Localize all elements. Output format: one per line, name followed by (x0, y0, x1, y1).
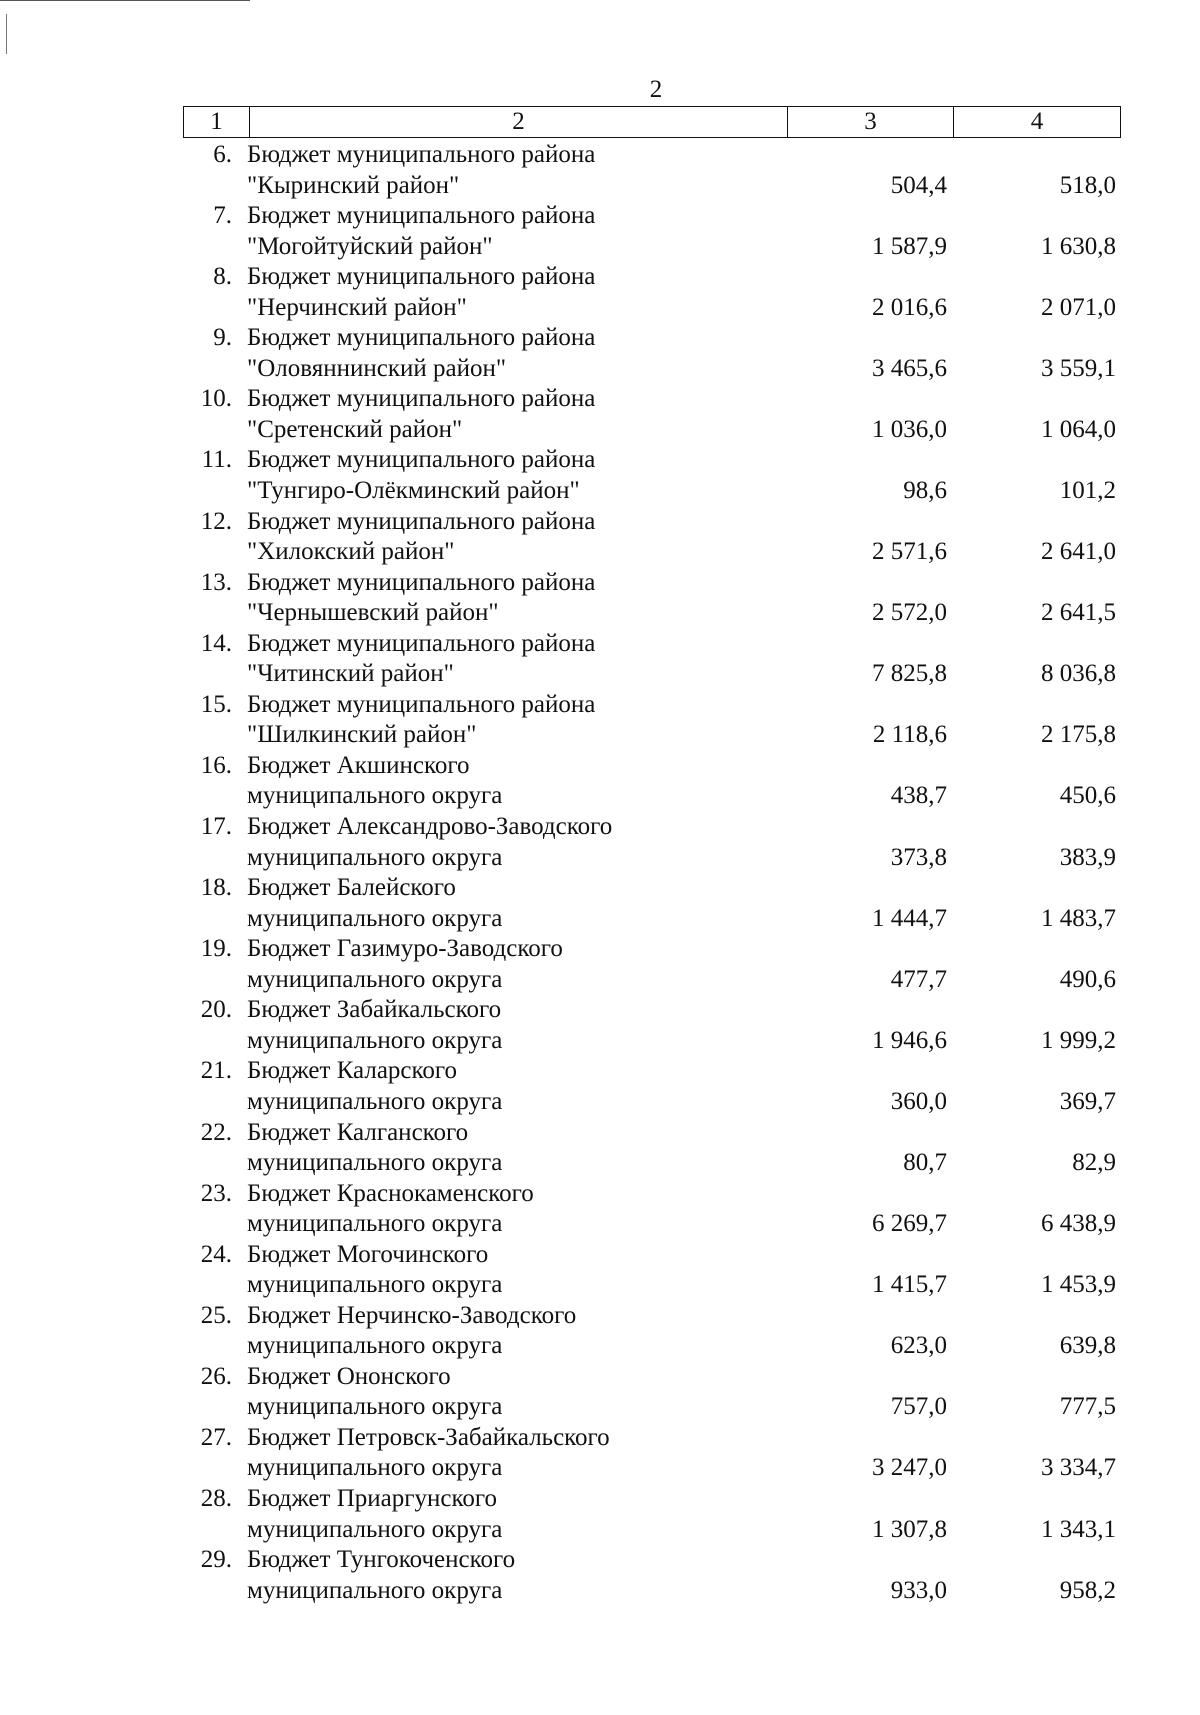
budget-name-line2: "Читинский район" (247, 660, 454, 688)
budget-name (247, 568, 787, 629)
column-header-2: 2 (250, 107, 788, 137)
value-column-3: 933,0 (890, 1576, 947, 1604)
budget-name (247, 507, 787, 568)
table-row (183, 140, 1121, 201)
table-row (183, 1240, 1121, 1301)
row-number: 15. (200, 690, 232, 718)
budget-name-line2: "Нерчинский район" (247, 293, 467, 321)
budget-name (247, 812, 787, 873)
budget-name (247, 384, 787, 445)
table-row (183, 384, 1121, 445)
budget-name (247, 995, 787, 1056)
budget-name-line1: Бюджет муниципального района (247, 202, 596, 230)
budget-name-line2: "Оловяннинский район" (247, 354, 507, 382)
value-column-3: 757,0 (890, 1393, 947, 1421)
budget-name-line1: Бюджет муниципального района (247, 568, 596, 596)
row-number: 27. (200, 1423, 232, 1451)
row-number: 19. (200, 935, 232, 963)
value-column-3: 373,8 (890, 843, 947, 871)
budget-name-line1: Бюджет Газимуро-Заводского (247, 935, 563, 963)
budget-name-line1: Бюджет муниципального района (247, 324, 596, 352)
row-number: 9. (213, 324, 232, 352)
budget-name-line2: "Чернышевский район" (247, 599, 499, 627)
budget-name (247, 1301, 787, 1362)
row-number: 7. (213, 202, 232, 230)
budget-name (247, 262, 787, 323)
row-number: 28. (200, 1485, 232, 1513)
table-row (183, 1545, 1121, 1606)
budget-name (247, 873, 787, 934)
table-row (183, 1118, 1121, 1179)
budget-name-line2: "Сретенский район" (247, 415, 463, 443)
budget-name-line1: Бюджет Петровск-Забайкальского (247, 1423, 610, 1451)
table-row (183, 323, 1121, 384)
budget-name-line2: муниципального округа (247, 1393, 503, 1421)
value-column-4: 450,6 (1059, 782, 1116, 810)
table-row (183, 1056, 1121, 1117)
row-number: 14. (200, 629, 232, 657)
budget-name (247, 1179, 787, 1240)
budget-name (247, 1118, 787, 1179)
budget-name (247, 629, 787, 690)
budget-name-line2: муниципального округа (247, 1454, 503, 1482)
table-row (183, 1423, 1121, 1484)
budget-name (247, 1423, 787, 1484)
table-body (183, 140, 1121, 1606)
value-column-3: 1 587,9 (872, 232, 947, 260)
budget-name-line1: Бюджет Калганского (247, 1118, 469, 1146)
value-column-4: 2 071,0 (1041, 293, 1116, 321)
value-column-4: 777,5 (1059, 1393, 1116, 1421)
budget-name-line1: Бюджет Тунгокоченского (247, 1546, 516, 1574)
budget-name (247, 690, 787, 751)
budget-name-line2: "Тунгиро-Олёкминский район" (247, 476, 580, 504)
row-number: 22. (200, 1118, 232, 1146)
value-column-4: 8 036,8 (1041, 660, 1116, 688)
budget-name-line2: муниципального округа (247, 1271, 503, 1299)
value-column-4: 490,6 (1059, 965, 1116, 993)
column-header-4: 4 (1030, 108, 1044, 135)
value-column-3: 438,7 (890, 782, 947, 810)
table-row (183, 629, 1121, 690)
row-number: 24. (200, 1240, 232, 1268)
row-number: 21. (200, 1057, 232, 1085)
value-column-3: 1 307,8 (872, 1515, 947, 1543)
budget-name-line2: "Шилкинский район" (247, 721, 477, 749)
budget-name-line1: Бюджет муниципального района (247, 507, 596, 535)
budget-name-line1: Бюджет Забайкальского (247, 996, 502, 1024)
value-column-4: 101,2 (1059, 476, 1116, 504)
budget-name-line1: Бюджет Нерчинско-Заводского (247, 1301, 577, 1329)
budget-name (247, 1056, 787, 1117)
table-row (183, 568, 1121, 629)
budget-name-line1: Бюджет муниципального района (247, 385, 596, 413)
value-column-4: 1 064,0 (1041, 415, 1116, 443)
value-column-4: 2 641,0 (1041, 538, 1116, 566)
value-column-3: 504,4 (890, 171, 947, 199)
budget-name (247, 1484, 787, 1545)
budget-name (247, 201, 787, 262)
value-column-4: 639,8 (1059, 1332, 1116, 1360)
value-column-3: 2 572,0 (872, 599, 947, 627)
budget-name-line1: Бюджет Александрово-Заводского (247, 813, 613, 841)
row-number: 23. (200, 1179, 232, 1207)
value-column-3: 360,0 (890, 1087, 947, 1115)
value-column-4: 2 175,8 (1041, 721, 1116, 749)
budget-name (247, 1545, 787, 1606)
value-column-4: 1 630,8 (1041, 232, 1116, 260)
budget-name (247, 934, 787, 995)
value-column-4: 1 999,2 (1041, 1026, 1116, 1054)
budget-name (247, 751, 787, 812)
budget-name-line1: Бюджет Могочинского (247, 1240, 489, 1268)
budget-name-line2: муниципального округа (247, 1087, 503, 1115)
column-header-3: 3 (788, 107, 954, 137)
value-column-4: 6 438,9 (1041, 1210, 1116, 1238)
row-number: 25. (200, 1301, 232, 1329)
row-number: 8. (213, 263, 232, 291)
budget-name-line2: муниципального округа (247, 1332, 503, 1360)
budget-name-line1: Бюджет Акшинского (247, 751, 470, 779)
value-column-3: 7 825,8 (872, 660, 947, 688)
value-column-4: 3 559,1 (1041, 354, 1116, 382)
value-column-4: 518,0 (1059, 171, 1116, 199)
budget-name-line2: муниципального округа (247, 1576, 503, 1604)
row-number: 16. (200, 751, 232, 779)
budget-name (247, 140, 787, 201)
scan-edge-mark (0, 0, 250, 1)
budget-name-line1: Бюджет муниципального района (247, 141, 596, 168)
row-number: 18. (200, 874, 232, 902)
budget-name-line2: муниципального округа (247, 1210, 503, 1238)
budget-name (247, 323, 787, 384)
value-column-3: 477,7 (890, 965, 947, 993)
value-column-4: 958,2 (1059, 1576, 1116, 1604)
value-column-4: 1 343,1 (1041, 1515, 1116, 1543)
budget-name-line1: Бюджет муниципального района (247, 690, 596, 718)
table-row (183, 445, 1121, 506)
table-row (183, 690, 1121, 751)
value-column-3: 2 118,6 (872, 721, 947, 749)
budget-name-line1: Бюджет муниципального района (247, 263, 596, 291)
budget-name-line1: Бюджет Приаргунского (247, 1485, 497, 1513)
row-number: 6. (213, 141, 232, 168)
budget-name-line2: "Хилокский район" (247, 538, 455, 566)
table-row (183, 812, 1121, 873)
row-number: 29. (200, 1546, 232, 1574)
budget-name-line1: Бюджет Ононского (247, 1362, 451, 1390)
value-column-3: 1 415,7 (872, 1271, 947, 1299)
table-row (183, 1301, 1121, 1362)
row-number: 26. (200, 1362, 232, 1390)
value-column-4: 3 334,7 (1041, 1454, 1116, 1482)
budget-name-line2: муниципального округа (247, 1149, 503, 1176)
value-column-3: 3 247,0 (872, 1454, 947, 1482)
table-row (183, 873, 1121, 934)
row-number: 10. (200, 385, 232, 413)
row-number: 12. (200, 507, 232, 535)
budget-name (247, 1362, 787, 1423)
table-row (183, 262, 1121, 323)
value-column-3: 2 016,6 (872, 293, 947, 321)
value-column-3: 1 036,0 (872, 415, 947, 443)
table-row (183, 934, 1121, 995)
budget-name-line2: муниципального округа (247, 904, 503, 932)
row-number: 17. (200, 813, 232, 841)
row-number: 20. (200, 996, 232, 1024)
budget-name-line2: муниципального округа (247, 843, 503, 871)
budget-name-line1: Бюджет муниципального района (247, 629, 596, 657)
value-column-4: 1 483,7 (1041, 904, 1116, 932)
value-column-3: 2 571,6 (872, 538, 947, 566)
budget-name-line1: Бюджет муниципального района (247, 446, 596, 474)
table-row (183, 201, 1121, 262)
value-column-4: 82,9 (1072, 1149, 1116, 1176)
value-column-4: 383,9 (1059, 843, 1116, 871)
table-row (183, 1179, 1121, 1240)
row-number: 13. (200, 568, 232, 596)
budget-name (247, 445, 787, 506)
budget-name-line1: Бюджет Балейского (247, 874, 456, 902)
budget-name-line2: муниципального округа (247, 782, 503, 810)
value-column-3: 1 444,7 (872, 904, 947, 932)
budget-name-line1: Бюджет Краснокаменского (247, 1179, 534, 1207)
page-number: 2 (649, 76, 663, 103)
table-header (183, 106, 1121, 138)
value-column-3: 1 946,6 (872, 1026, 947, 1054)
value-column-3: 623,0 (890, 1332, 947, 1360)
budget-name-line2: "Кыринский район" (247, 171, 460, 199)
value-column-3: 80,7 (903, 1149, 947, 1176)
budget-name-line2: муниципального округа (247, 1515, 503, 1543)
budget-name-line2: муниципального округа (247, 1026, 503, 1054)
budget-name-line2: "Могойтуйский район" (247, 232, 493, 260)
column-header-1: 1 (184, 107, 250, 137)
table-row (183, 1362, 1121, 1423)
table-row (183, 507, 1121, 568)
value-column-4: 2 641,5 (1041, 599, 1116, 627)
table-row (183, 1484, 1121, 1545)
budget-name-line2: муниципального округа (247, 965, 503, 993)
budget-name-line1: Бюджет Каларского (247, 1057, 458, 1085)
value-column-3: 6 269,7 (872, 1210, 947, 1238)
budget-name (247, 1240, 787, 1301)
scan-edge-mark-left (6, 14, 7, 54)
value-column-4: 1 453,9 (1041, 1271, 1116, 1299)
row-number: 11. (201, 446, 232, 474)
table-row (183, 995, 1121, 1056)
value-column-3: 98,6 (903, 476, 947, 504)
value-column-4: 369,7 (1059, 1087, 1116, 1115)
value-column-3: 3 465,6 (872, 354, 947, 382)
table-row (183, 751, 1121, 812)
